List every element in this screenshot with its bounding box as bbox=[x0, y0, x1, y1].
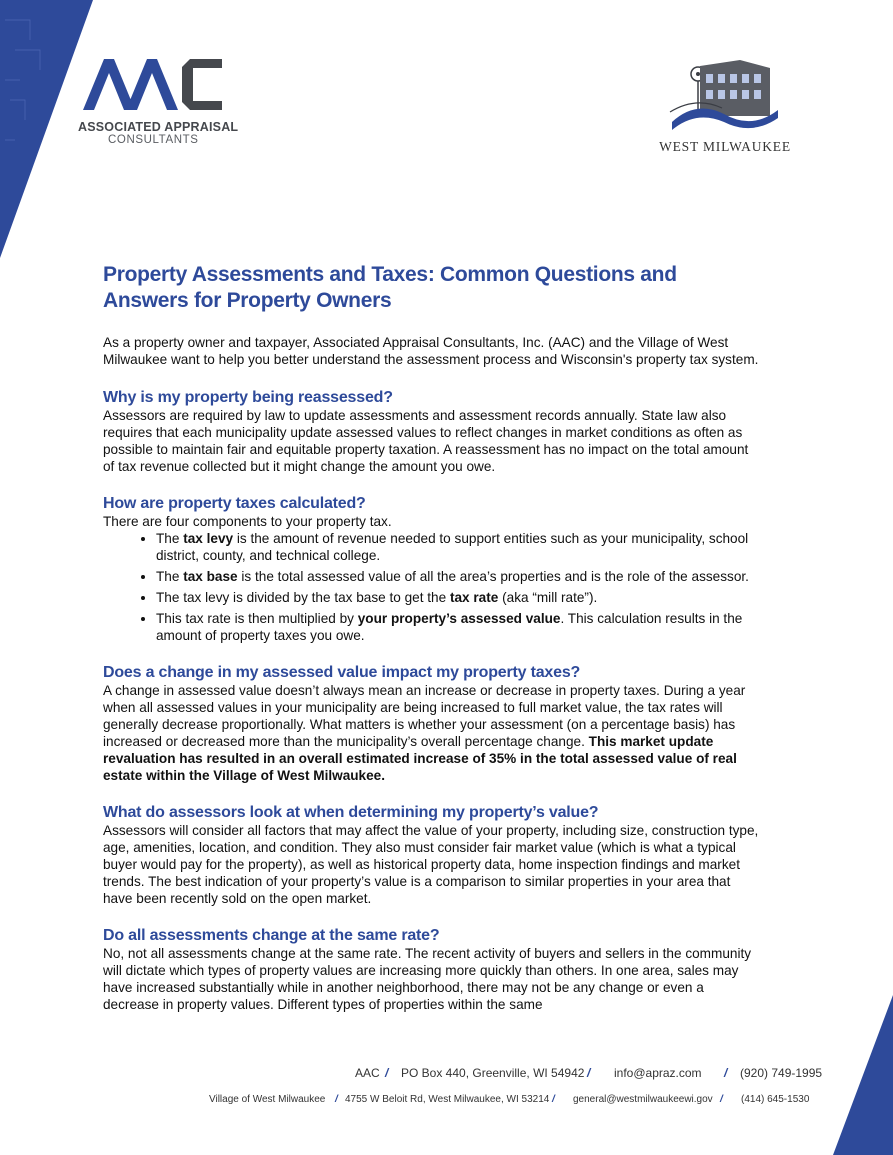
section-body: Assessors will consider all factors that may affect the value of your property, including size, construction type, age, amenities, location, and condition. They also must consider fair market value (which is what a typical buyer would pay for the property), as well as historical property data, home inspection findings and market trends. The best indication of your property’s value is a comparison to similar properties in your area that have been recently sold on the open market. bbox=[103, 823, 759, 906]
footer-aac-name: AAC bbox=[355, 1066, 380, 1080]
section-value-impact bbox=[103, 663, 763, 784]
footer-village-phone: (414) 645-1530 bbox=[741, 1094, 810, 1105]
aac-logo-line1: ASSOCIATED APPRAISAL bbox=[78, 120, 239, 134]
aac-logo-mark bbox=[78, 55, 228, 113]
section-body: No, not all assessments change at the same rate. The recent activity of buyers and sellers in the community will dictate which types of property values are increasing more quickly than others. In one area, sales may have increased substantially while in another neighborhood, there may not be any change or even a decrease in property values. Different types of properties within the same bbox=[103, 946, 752, 1012]
section-same-rate bbox=[103, 926, 763, 1013]
list-item: • The tax levy is divided by the tax base to get the tax rate (aka “mill rate”). bbox=[156, 589, 763, 606]
west-milwaukee-logo-text: WEST MILWAUKEE bbox=[659, 139, 791, 154]
section-assessor-factors bbox=[103, 803, 763, 907]
list-item: • This tax rate is then multiplied by your property’s assessed value. This calculation results in the amount of property taxes you owe. bbox=[156, 610, 763, 644]
footer-village-address: 4755 W Beloit Rd, West Milwaukee, WI 53214 bbox=[345, 1094, 550, 1105]
intro-paragraph: As a property owner and taxpayer, Associated Appraisal Consultants, Inc. (AAC) and the Village of West Milwaukee want to help you better understand the assessment process and Wisconsin's property tax system. bbox=[103, 335, 759, 367]
tax-components-list bbox=[103, 530, 763, 644]
section-heading: Does a change in my assessed value impact my property taxes? bbox=[103, 664, 581, 681]
section-tax-calculation bbox=[103, 494, 763, 644]
section-lead: There are four components to your property tax. bbox=[103, 514, 392, 529]
footer-separator: / bbox=[587, 1066, 591, 1080]
list-item: • The tax base is the total assessed value of all the area’s properties and is the role of the assessor. bbox=[156, 568, 763, 585]
west-milwaukee-building-icon bbox=[666, 52, 784, 132]
footer-separator: / bbox=[724, 1066, 728, 1080]
footer-separator: / bbox=[335, 1094, 338, 1105]
section-heading: What do assessors look at when determining my property’s value? bbox=[103, 804, 599, 821]
corner-decoration-bottom-right bbox=[833, 995, 893, 1155]
section-reassessed bbox=[103, 388, 763, 475]
section-body: A change in assessed value doesn’t always mean an increase or decrease in property taxes. During a year when all assessed values in your municipality are being increased to full market value, the tax rates will generally decrease proportionally. What matters is whether your assessment (on a percentage basis) has increased or decreased more than the municipality’s overall percentage change. This market update revaluation has resulted in an overall estimated increase of 35% in the total assessed value of real estate within the Village of West Milwaukee. bbox=[103, 683, 746, 783]
section-heading: Do all assessments change at the same rate? bbox=[103, 927, 440, 944]
footer-separator: / bbox=[552, 1094, 555, 1105]
section-heading: How are property taxes calculated? bbox=[103, 495, 366, 512]
document-body bbox=[103, 262, 763, 1032]
page-title: Property Assessments and Taxes: Common Questions and Answers for Property Owners bbox=[103, 263, 677, 312]
footer-village-email[interactable]: general@westmilwaukeewi.gov bbox=[573, 1094, 713, 1105]
section-body: Assessors are required by law to update assessments and assessment records annually. State law also requires that each municipality update assessed values to reflect changes in market conditions as often as possible to maintain fair and equitable property taxation. A reassessment has no impact on the total amount of tax revenue collected but it might change the amount you owe. bbox=[103, 408, 749, 474]
aac-logo-line2: CONSULTANTS bbox=[108, 134, 199, 146]
footer-village-name: Village of West Milwaukee bbox=[209, 1094, 326, 1105]
aac-logo bbox=[78, 55, 238, 146]
west-milwaukee-logo bbox=[655, 52, 795, 155]
footer-aac-email[interactable]: info@apraz.com bbox=[614, 1066, 702, 1080]
footer-separator: / bbox=[720, 1094, 723, 1105]
list-item: • The tax levy is the amount of revenue needed to support entities such as your municipality, school district, county, and technical college. bbox=[156, 530, 763, 564]
footer-aac-phone: (920) 749-1995 bbox=[740, 1066, 823, 1080]
footer-separator: / bbox=[385, 1066, 389, 1080]
section-heading: Why is my property being reassessed? bbox=[103, 389, 393, 406]
footer-aac-address: PO Box 440, Greenville, WI 54942 bbox=[401, 1066, 585, 1080]
